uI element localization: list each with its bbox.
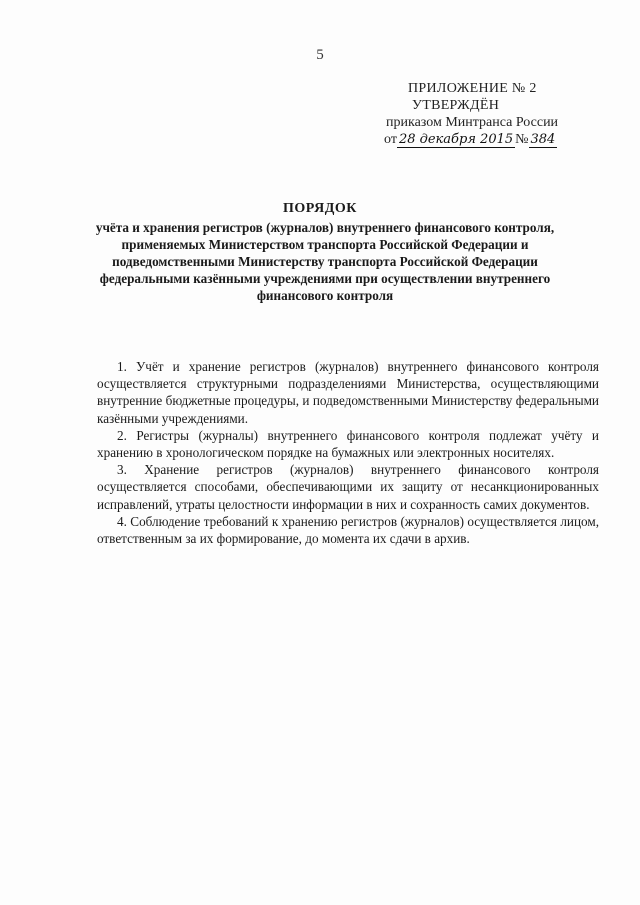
document-subtitle	[80, 219, 570, 304]
document-title: ПОРЯДОК	[283, 201, 357, 216]
subtitle-line: федеральными казёнными учреждениями при осуществлении внутреннего	[99, 271, 551, 286]
subtitle-line: учёта и хранения регистров (журналов) внутреннего финансового контроля,	[95, 220, 555, 235]
page-number: 5	[316, 47, 324, 63]
paragraph-1: 1. Учёт и хранение регистров (журналов) внутреннего финансового контроля осуществляется структурными подразделениями Министерства, осуществляющими внутренние бюджетные процедуры, и подведомственными Министерству федеральными казёнными учреждениями.	[97, 359, 599, 426]
subtitle-line: применяемых Министерством транспорта Российской Федерации и	[121, 237, 529, 252]
order-label: приказом Минтранса России	[386, 115, 559, 130]
document-body	[97, 358, 599, 547]
handwritten-number: 384	[530, 132, 556, 147]
number-prefix: №	[515, 132, 529, 147]
approval-block	[380, 80, 580, 148]
subtitle-line: финансового контроля	[256, 288, 394, 303]
approved-label: УТВЕРЖДЁН	[412, 98, 500, 113]
paragraph-3: 3. Хранение регистров (журналов) внутреннего финансового контроля осуществляется способами, обеспечивающими их защиту от несанкционированных исправлений, утраты целостности информации в них и сохранность самих документов.	[97, 462, 599, 512]
order-date-line	[380, 131, 580, 148]
date-prefix: от	[384, 132, 397, 147]
handwritten-date: 28 декабря 2015	[398, 132, 514, 147]
subtitle-line: подведомственными Министерству транспорта Российской Федерации	[112, 254, 538, 269]
paragraph-2: 2. Регистры (журналы) внутреннего финансового контроля подлежат учёту и хранению в хронологическом порядке на бумажных или электронных носителях.	[97, 427, 599, 461]
paragraph-4: 4. Соблюдение требований к хранению регистров (журналов) осуществляется лицом, ответственным за их формирование, до момента их сдачи в архив.	[97, 513, 599, 547]
appendix-label: ПРИЛОЖЕНИЕ № 2	[408, 81, 537, 96]
